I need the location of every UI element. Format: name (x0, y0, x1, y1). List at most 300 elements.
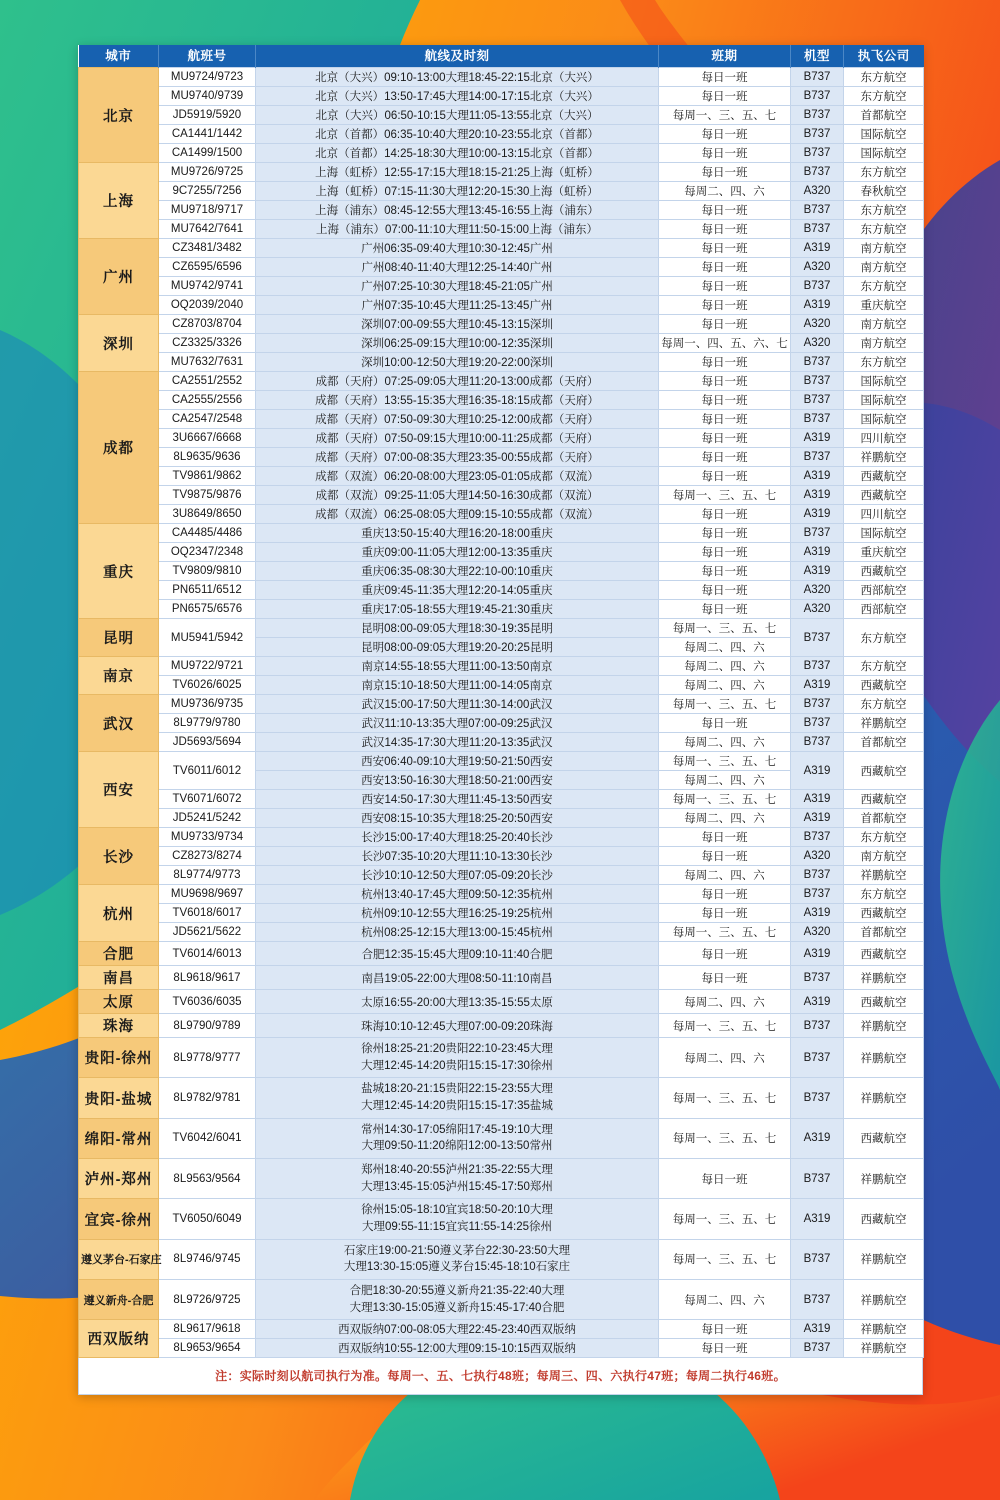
aircraft-cell: A319 (791, 790, 844, 809)
route-cell: 昆明08:00-09:05大理18:30-19:35昆明 (256, 619, 659, 638)
airline-cell: 祥鹏航空 (844, 1320, 924, 1339)
city-cell: 重庆 (79, 524, 159, 619)
frequency-cell: 每日一班 (659, 258, 791, 277)
airline-cell: 东方航空 (844, 619, 924, 657)
flight-number-cell: 8L9774/9773 (159, 866, 256, 885)
frequency-cell: 每周一、三、五、七 (659, 1078, 791, 1118)
table-row (79, 106, 924, 125)
aircraft-cell: A319 (791, 543, 844, 562)
route-cell: 上海（虹桥）07:15-11:30大理12:20-15:30上海（虹桥） (256, 182, 659, 201)
table-row (79, 1239, 924, 1279)
route-cell: 西安08:15-10:35大理18:25-20:50西安 (256, 809, 659, 828)
route-cell: 成都（天府）13:55-15:35大理16:35-18:15成都（天府） (256, 391, 659, 410)
frequency-cell: 每日一班 (659, 847, 791, 866)
flight-number-cell: 3U6667/6668 (159, 429, 256, 448)
table-row (79, 1038, 924, 1078)
airline-cell: 西藏航空 (844, 467, 924, 486)
route-cell: 北京（首都）14:25-18:30大理10:00-13:15北京（首都） (256, 144, 659, 163)
flight-number-cell: TV6014/6013 (159, 942, 256, 966)
city-cell: 太原 (79, 990, 159, 1014)
airline-cell: 春秋航空 (844, 182, 924, 201)
airline-cell: 西藏航空 (844, 790, 924, 809)
route-cell: 广州08:40-11:40大理12:25-14:40广州 (256, 258, 659, 277)
aircraft-cell: B737 (791, 144, 844, 163)
flight-number-cell: JD5693/5694 (159, 733, 256, 752)
flight-number-cell: 8L9617/9618 (159, 1320, 256, 1339)
city-cell: 杭州 (79, 885, 159, 942)
airline-cell: 国际航空 (844, 125, 924, 144)
aircraft-cell: B737 (791, 448, 844, 467)
route-cell: 西双版纳10:55-12:00大理09:15-10:15西双版纳 (256, 1339, 659, 1358)
frequency-cell: 每日一班 (659, 239, 791, 258)
table-row (79, 1014, 924, 1038)
route-cell: 武汉14:35-17:30大理11:20-13:35武汉 (256, 733, 659, 752)
route-cell: 武汉11:10-13:35大理07:00-09:25武汉 (256, 714, 659, 733)
airline-cell: 祥鹏航空 (844, 1339, 924, 1358)
aircraft-cell: A319 (791, 486, 844, 505)
city-cell: 广州 (79, 239, 159, 315)
table-row (79, 1199, 924, 1239)
frequency-cell: 每日一班 (659, 68, 791, 87)
aircraft-cell: A319 (791, 942, 844, 966)
flight-number-cell: JD5919/5920 (159, 106, 256, 125)
flight-number-cell: CA1441/1442 (159, 125, 256, 144)
frequency-cell: 每周一、三、五、七 (659, 923, 791, 942)
city-cell: 珠海 (79, 1014, 159, 1038)
airline-cell: 重庆航空 (844, 296, 924, 315)
city-cell: 深圳 (79, 315, 159, 372)
route-cell: 成都（双流）06:25-08:05大理09:15-10:55成都（双流） (256, 505, 659, 524)
flight-number-cell: 8L9778/9777 (159, 1038, 256, 1078)
frequency-cell: 每日一班 (659, 543, 791, 562)
route-cell: 西安06:40-09:10大理19:50-21:50西安 (256, 752, 659, 771)
frequency-cell: 每日一班 (659, 467, 791, 486)
flight-number-cell: 8L9782/9781 (159, 1078, 256, 1118)
route-cell: 成都（天府）07:25-09:05大理11:20-13:00成都（天府） (256, 372, 659, 391)
route-cell: 上海（浦东）08:45-12:55大理13:45-16:55上海（浦东） (256, 201, 659, 220)
table-row (79, 505, 924, 524)
airline-cell: 首都航空 (844, 733, 924, 752)
table-row (79, 581, 924, 600)
aircraft-cell: A320 (791, 600, 844, 619)
airline-cell: 南方航空 (844, 258, 924, 277)
route-cell: 广州07:35-10:45大理11:25-13:45广州 (256, 296, 659, 315)
table-row (79, 828, 924, 847)
flight-number-cell: OQ2347/2348 (159, 543, 256, 562)
table-row (79, 258, 924, 277)
aircraft-cell: A319 (791, 809, 844, 828)
airline-cell: 西藏航空 (844, 942, 924, 966)
header-row (79, 45, 924, 68)
table-row (79, 410, 924, 429)
flight-number-cell: PN6575/6576 (159, 600, 256, 619)
city-cell: 西双版纳 (79, 1320, 159, 1358)
airline-cell: 西藏航空 (844, 676, 924, 695)
airline-cell: 东方航空 (844, 163, 924, 182)
airline-cell: 南方航空 (844, 847, 924, 866)
aircraft-cell: A320 (791, 315, 844, 334)
flight-number-cell: CZ3325/3326 (159, 334, 256, 353)
frequency-cell: 每周一、三、五、七 (659, 1118, 791, 1158)
col-header-flightno: 航班号 (159, 45, 256, 68)
flight-number-cell: TV9809/9810 (159, 562, 256, 581)
table-row (79, 904, 924, 923)
flight-number-cell: TV6011/6012 (159, 752, 256, 790)
table-header (79, 45, 924, 68)
aircraft-cell: A319 (791, 296, 844, 315)
table-row (79, 847, 924, 866)
aircraft-cell: B737 (791, 885, 844, 904)
table-row (79, 1280, 924, 1320)
airline-cell: 首都航空 (844, 106, 924, 125)
table-row (79, 239, 924, 258)
aircraft-cell: B737 (791, 201, 844, 220)
frequency-cell: 每日一班 (659, 1320, 791, 1339)
frequency-cell: 每周二、四、六 (659, 676, 791, 695)
frequency-cell: 每周一、三、五、七 (659, 1239, 791, 1279)
frequency-cell: 每周二、四、六 (659, 657, 791, 676)
route-cell: 西双版纳07:00-08:05大理22:45-23:40西双版纳 (256, 1320, 659, 1339)
route-cell: 杭州09:10-12:55大理16:25-19:25杭州 (256, 904, 659, 923)
frequency-cell: 每日一班 (659, 144, 791, 163)
frequency-cell: 每周一、三、五、七 (659, 752, 791, 771)
col-header-aircraft: 机型 (791, 45, 844, 68)
flight-number-cell: 8L9653/9654 (159, 1339, 256, 1358)
frequency-cell: 每日一班 (659, 505, 791, 524)
city-cell: 贵阳-盐城 (79, 1078, 159, 1118)
aircraft-cell: B737 (791, 657, 844, 676)
route-cell: 重庆09:00-11:05大理12:00-13:35重庆 (256, 543, 659, 562)
frequency-cell: 每日一班 (659, 277, 791, 296)
frequency-cell: 每周二、四、六 (659, 990, 791, 1014)
frequency-cell: 每日一班 (659, 714, 791, 733)
flight-number-cell: CZ8273/8274 (159, 847, 256, 866)
airline-cell: 南方航空 (844, 334, 924, 353)
table-row (79, 448, 924, 467)
frequency-cell: 每周一、三、五、七 (659, 790, 791, 809)
route-cell: 南京15:10-18:50大理11:00-14:05南京 (256, 676, 659, 695)
frequency-cell: 每周二、四、六 (659, 809, 791, 828)
table-row (79, 714, 924, 733)
flight-number-cell: 9C7255/7256 (159, 182, 256, 201)
flight-number-cell: MU7632/7631 (159, 353, 256, 372)
table-row (79, 1118, 924, 1158)
city-cell: 贵阳-徐州 (79, 1038, 159, 1078)
route-cell: 杭州08:25-12:15大理13:00-15:45杭州 (256, 923, 659, 942)
route-cell: 成都（双流）06:20-08:00大理23:05-01:05成都（双流） (256, 467, 659, 486)
aircraft-cell: B737 (791, 1280, 844, 1320)
route-cell: 石家庄19:00-21:50遵义茅台22:30-23:50大理 大理13:30-15:05遵义茅台15:45-18:10石家庄 (256, 1239, 659, 1279)
frequency-cell: 每日一班 (659, 600, 791, 619)
flight-number-cell: TV6071/6072 (159, 790, 256, 809)
route-cell: 北京（大兴）06:50-10:15大理11:05-13:55北京（大兴） (256, 106, 659, 125)
route-cell: 合肥18:30-20:55遵义新舟21:35-22:40大理 大理13:30-15:05遵义新舟15:45-17:40合肥 (256, 1280, 659, 1320)
flight-number-cell: OQ2039/2040 (159, 296, 256, 315)
airline-cell: 国际航空 (844, 410, 924, 429)
frequency-cell: 每日一班 (659, 966, 791, 990)
route-cell: 重庆17:05-18:55大理19:45-21:30重庆 (256, 600, 659, 619)
airline-cell: 四川航空 (844, 505, 924, 524)
airline-cell: 祥鹏航空 (844, 1159, 924, 1199)
flight-number-cell: CA2551/2552 (159, 372, 256, 391)
airline-cell: 首都航空 (844, 923, 924, 942)
city-cell: 遵义新舟-合肥 (79, 1280, 159, 1320)
route-cell: 深圳06:25-09:15大理10:00-12:35深圳 (256, 334, 659, 353)
table-row (79, 676, 924, 695)
route-cell: 深圳10:00-12:50大理19:20-22:00深圳 (256, 353, 659, 372)
table-row (79, 942, 924, 966)
aircraft-cell: A319 (791, 1199, 844, 1239)
city-cell: 宜宾-徐州 (79, 1199, 159, 1239)
frequency-cell: 每周一、三、五、七 (659, 619, 791, 638)
route-cell: 徐州15:05-18:10宜宾18:50-20:10大理 大理09:55-11:15宜宾11:55-14:25徐州 (256, 1199, 659, 1239)
frequency-cell: 每日一班 (659, 1159, 791, 1199)
aircraft-cell: A319 (791, 467, 844, 486)
flight-number-cell: 3U8649/8650 (159, 505, 256, 524)
route-cell: 盐城18:20-21:15贵阳22:15-23:55大理 大理12:45-14:20贵阳15:15-17:35盐城 (256, 1078, 659, 1118)
route-cell: 成都（天府）07:50-09:30大理10:25-12:00成都（天府） (256, 410, 659, 429)
aircraft-cell: B737 (791, 372, 844, 391)
frequency-cell: 每日一班 (659, 885, 791, 904)
aircraft-cell: B737 (791, 87, 844, 106)
frequency-cell: 每周二、四、六 (659, 771, 791, 790)
city-cell: 昆明 (79, 619, 159, 657)
col-header-frequency: 班期 (659, 45, 791, 68)
flight-number-cell: JD5241/5242 (159, 809, 256, 828)
table-row (79, 391, 924, 410)
table-row (79, 1159, 924, 1199)
aircraft-cell: B737 (791, 866, 844, 885)
table-row (79, 752, 924, 771)
flight-number-cell: MU9726/9725 (159, 163, 256, 182)
city-cell: 绵阳-常州 (79, 1118, 159, 1158)
frequency-cell: 每周一、三、五、七 (659, 1199, 791, 1239)
frequency-cell: 每日一班 (659, 1339, 791, 1358)
frequency-cell: 每周二、四、六 (659, 866, 791, 885)
flight-number-cell: TV9875/9876 (159, 486, 256, 505)
frequency-cell: 每周一、三、五、七 (659, 486, 791, 505)
frequency-cell: 每日一班 (659, 904, 791, 923)
table-row (79, 562, 924, 581)
table-row (79, 966, 924, 990)
flight-number-cell: 8L9726/9725 (159, 1280, 256, 1320)
table-row (79, 144, 924, 163)
route-cell: 成都（天府）07:00-08:35大理23:35-00:55成都（天府） (256, 448, 659, 467)
flight-number-cell: MU9722/9721 (159, 657, 256, 676)
frequency-cell: 每日一班 (659, 125, 791, 144)
flight-number-cell: MU9740/9739 (159, 87, 256, 106)
route-cell: 西安13:50-16:30大理18:50-21:00西安 (256, 771, 659, 790)
route-cell: 合肥12:35-15:45大理09:10-11:40合肥 (256, 942, 659, 966)
aircraft-cell: B737 (791, 1014, 844, 1038)
flight-number-cell: MU9733/9734 (159, 828, 256, 847)
table-row (79, 125, 924, 144)
airline-cell: 国际航空 (844, 144, 924, 163)
frequency-cell: 每日一班 (659, 429, 791, 448)
route-cell: 杭州13:40-17:45大理09:50-12:35杭州 (256, 885, 659, 904)
table-row (79, 486, 924, 505)
frequency-cell: 每周一、三、五、七 (659, 695, 791, 714)
airline-cell: 东方航空 (844, 353, 924, 372)
flight-number-cell: MU5941/5942 (159, 619, 256, 657)
aircraft-cell: A319 (791, 1320, 844, 1339)
flight-schedule-card (78, 45, 923, 1395)
route-cell: 长沙15:00-17:40大理18:25-20:40长沙 (256, 828, 659, 847)
route-cell: 广州06:35-09:40大理10:30-12:45广州 (256, 239, 659, 258)
flight-number-cell: MU7642/7641 (159, 220, 256, 239)
flight-number-cell: CZ6595/6596 (159, 258, 256, 277)
airline-cell: 南方航空 (844, 239, 924, 258)
airline-cell: 东方航空 (844, 828, 924, 847)
frequency-cell: 每周二、四、六 (659, 182, 791, 201)
frequency-cell: 每日一班 (659, 524, 791, 543)
city-cell: 成都 (79, 372, 159, 524)
aircraft-cell: B737 (791, 1078, 844, 1118)
aircraft-cell: A319 (791, 429, 844, 448)
frequency-cell: 每日一班 (659, 828, 791, 847)
table-row (79, 163, 924, 182)
flight-number-cell: PN6511/6512 (159, 581, 256, 600)
flight-number-cell: MU9718/9717 (159, 201, 256, 220)
route-cell: 长沙10:10-12:50大理07:05-09:20长沙 (256, 866, 659, 885)
airline-cell: 祥鹏航空 (844, 1038, 924, 1078)
airline-cell: 祥鹏航空 (844, 1078, 924, 1118)
route-cell: 北京（大兴）09:10-13:00大理18:45-22:15北京（大兴） (256, 68, 659, 87)
route-cell: 南昌19:05-22:00大理08:50-11:10南昌 (256, 966, 659, 990)
table-row (79, 524, 924, 543)
aircraft-cell: A319 (791, 239, 844, 258)
table-row (79, 543, 924, 562)
aircraft-cell: B737 (791, 524, 844, 543)
table-row (79, 990, 924, 1014)
flight-number-cell: 8L9790/9789 (159, 1014, 256, 1038)
flight-number-cell: CZ8703/8704 (159, 315, 256, 334)
table-body (79, 68, 924, 1358)
flight-schedule-table (78, 45, 924, 1358)
aircraft-cell: B737 (791, 828, 844, 847)
route-cell: 重庆13:50-15:40大理16:20-18:00重庆 (256, 524, 659, 543)
flight-number-cell: TV9861/9862 (159, 467, 256, 486)
frequency-cell: 每周二、四、六 (659, 638, 791, 657)
flight-number-cell: 8L9635/9636 (159, 448, 256, 467)
city-cell: 遵义茅台-石家庄 (79, 1239, 159, 1279)
aircraft-cell: B737 (791, 1339, 844, 1358)
table-row (79, 429, 924, 448)
route-cell: 昆明08:00-09:05大理19:20-20:25昆明 (256, 638, 659, 657)
table-row (79, 315, 924, 334)
frequency-cell: 每日一班 (659, 372, 791, 391)
city-cell: 西安 (79, 752, 159, 828)
flight-number-cell: 8L9563/9564 (159, 1159, 256, 1199)
flight-number-cell: 8L9746/9745 (159, 1239, 256, 1279)
route-cell: 武汉15:00-17:50大理11:30-14:00武汉 (256, 695, 659, 714)
table-row (79, 277, 924, 296)
table-row (79, 467, 924, 486)
airline-cell: 东方航空 (844, 657, 924, 676)
airline-cell: 四川航空 (844, 429, 924, 448)
table-row (79, 790, 924, 809)
airline-cell: 重庆航空 (844, 543, 924, 562)
flight-number-cell: 8L9779/9780 (159, 714, 256, 733)
aircraft-cell: A319 (791, 505, 844, 524)
aircraft-cell: A319 (791, 752, 844, 790)
table-row (79, 334, 924, 353)
flight-number-cell: MU9698/9697 (159, 885, 256, 904)
route-cell: 重庆06:35-08:30大理22:10-00:10重庆 (256, 562, 659, 581)
flight-number-cell: MU9736/9735 (159, 695, 256, 714)
city-cell: 长沙 (79, 828, 159, 885)
aircraft-cell: A320 (791, 581, 844, 600)
aircraft-cell: B737 (791, 733, 844, 752)
flight-number-cell: MU9742/9741 (159, 277, 256, 296)
frequency-cell: 每周一、四、五、六、七 (659, 334, 791, 353)
aircraft-cell: B737 (791, 1159, 844, 1199)
aircraft-cell: B737 (791, 163, 844, 182)
aircraft-cell: B737 (791, 68, 844, 87)
aircraft-cell: B737 (791, 220, 844, 239)
aircraft-cell: B737 (791, 619, 844, 657)
route-cell: 广州07:25-10:30大理18:45-21:05广州 (256, 277, 659, 296)
airline-cell: 东方航空 (844, 201, 924, 220)
aircraft-cell: B737 (791, 410, 844, 429)
airline-cell: 西部航空 (844, 581, 924, 600)
airline-cell: 祥鹏航空 (844, 866, 924, 885)
table-row (79, 809, 924, 828)
aircraft-cell: B737 (791, 391, 844, 410)
frequency-cell: 每日一班 (659, 296, 791, 315)
airline-cell: 西藏航空 (844, 1199, 924, 1239)
airline-cell: 东方航空 (844, 885, 924, 904)
table-row (79, 68, 924, 87)
table-row (79, 600, 924, 619)
airline-cell: 祥鹏航空 (844, 1280, 924, 1320)
table-row (79, 866, 924, 885)
airline-cell: 东方航空 (844, 695, 924, 714)
route-cell: 郑州18:40-20:55泸州21:35-22:55大理 大理13:45-15:05泸州15:45-17:50郑州 (256, 1159, 659, 1199)
frequency-cell: 每日一班 (659, 581, 791, 600)
route-cell: 上海（浦东）07:00-11:10大理11:50-15:00上海（浦东） (256, 220, 659, 239)
city-cell: 武汉 (79, 695, 159, 752)
frequency-cell: 每周二、四、六 (659, 733, 791, 752)
table-row (79, 87, 924, 106)
city-cell: 南昌 (79, 966, 159, 990)
frequency-cell: 每周二、四、六 (659, 1280, 791, 1320)
frequency-cell: 每日一班 (659, 220, 791, 239)
airline-cell: 祥鹏航空 (844, 448, 924, 467)
table-row (79, 619, 924, 638)
airline-cell: 西藏航空 (844, 990, 924, 1014)
table-row (79, 1339, 924, 1358)
table-row (79, 923, 924, 942)
aircraft-cell: A319 (791, 1118, 844, 1158)
aircraft-cell: B737 (791, 1239, 844, 1279)
table-row (79, 733, 924, 752)
route-cell: 太原16:55-20:00大理13:35-15:55太原 (256, 990, 659, 1014)
frequency-cell: 每日一班 (659, 448, 791, 467)
flight-number-cell: CZ3481/3482 (159, 239, 256, 258)
route-cell: 长沙07:35-10:20大理11:10-13:30长沙 (256, 847, 659, 866)
aircraft-cell: A319 (791, 562, 844, 581)
table-row (79, 182, 924, 201)
airline-cell: 东方航空 (844, 87, 924, 106)
airline-cell: 国际航空 (844, 524, 924, 543)
airline-cell: 东方航空 (844, 68, 924, 87)
flight-number-cell: TV6026/6025 (159, 676, 256, 695)
airline-cell: 首都航空 (844, 809, 924, 828)
airline-cell: 西藏航空 (844, 1118, 924, 1158)
aircraft-cell: A320 (791, 334, 844, 353)
frequency-cell: 每日一班 (659, 201, 791, 220)
